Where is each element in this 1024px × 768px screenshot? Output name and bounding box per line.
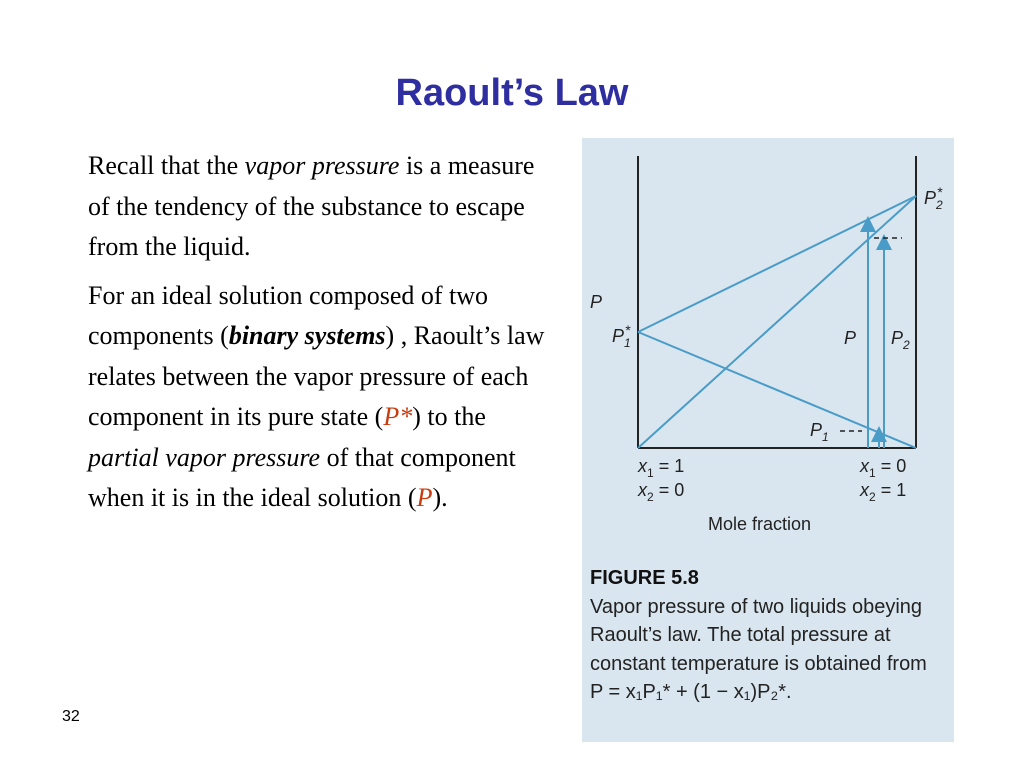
- figure-label: FIGURE 5.8: [590, 567, 699, 589]
- p2-em-partial-vapor-pressure: partial vapor pressure: [88, 442, 321, 472]
- raoult-figure: [582, 138, 954, 742]
- p2-text-1: For an ideal solution composed of two components (: [88, 280, 489, 350]
- x-axis-label: Mole fraction: [708, 514, 812, 534]
- p2-line: [638, 196, 916, 448]
- left-x2-label: $x_2 = 0$: [638, 480, 685, 504]
- right-x2-label: $x_2 = 1$: [860, 480, 907, 504]
- page-number: 32: [62, 708, 80, 725]
- p1-em-vapor-pressure: vapor pressure: [244, 151, 400, 180]
- caption-formula: P = x₁P₁* + (1 − x₁)P₂*.: [590, 681, 792, 703]
- p2-text-4: of that component when it is in the ideal solution (: [88, 442, 516, 512]
- p1-label: $P_1$: [810, 420, 829, 444]
- p2-text-3: ) to the: [412, 402, 486, 431]
- p2-bold-binary-systems: binary systems: [228, 321, 386, 350]
- right-x1-label: $x_1 = 0$: [860, 456, 907, 480]
- p2-var-p-star: P*: [383, 402, 413, 431]
- slide-title: Raoult’s Law: [395, 72, 629, 114]
- p2-text-2: ) , Raoult’s law relates between the vapor pressure of each component in its pure state (: [88, 321, 545, 431]
- left-x1-label: $x_1 = 1$: [638, 456, 685, 480]
- y-axis-label: P: [590, 292, 603, 312]
- p1-star-label: $P_1*$: [612, 322, 631, 350]
- paragraph-vapor-pressure: [88, 146, 548, 268]
- p1-line: [638, 332, 916, 448]
- p2-label: $P_2$: [891, 328, 910, 352]
- total-pressure-label: P: [844, 328, 857, 348]
- p2-text-5: ).: [432, 483, 448, 512]
- p1-text-1: Recall that the: [88, 151, 245, 180]
- figure-caption: [590, 564, 952, 707]
- p2-var-p: P: [416, 483, 433, 512]
- total-pressure-line: [638, 196, 916, 332]
- caption-text: Vapor pressure of two liquids obeying Raoult’s law. The total pressure at constant temperature is obtained from: [590, 595, 927, 675]
- p1-text-2: is a measure of the tendency of the substance to escape from the liquid.: [88, 151, 535, 261]
- paragraph-ideal-solution: [88, 276, 548, 519]
- body-text: [88, 146, 548, 527]
- p2-star-label: $P_2*$: [924, 184, 943, 212]
- raoult-diagram: [582, 138, 954, 558]
